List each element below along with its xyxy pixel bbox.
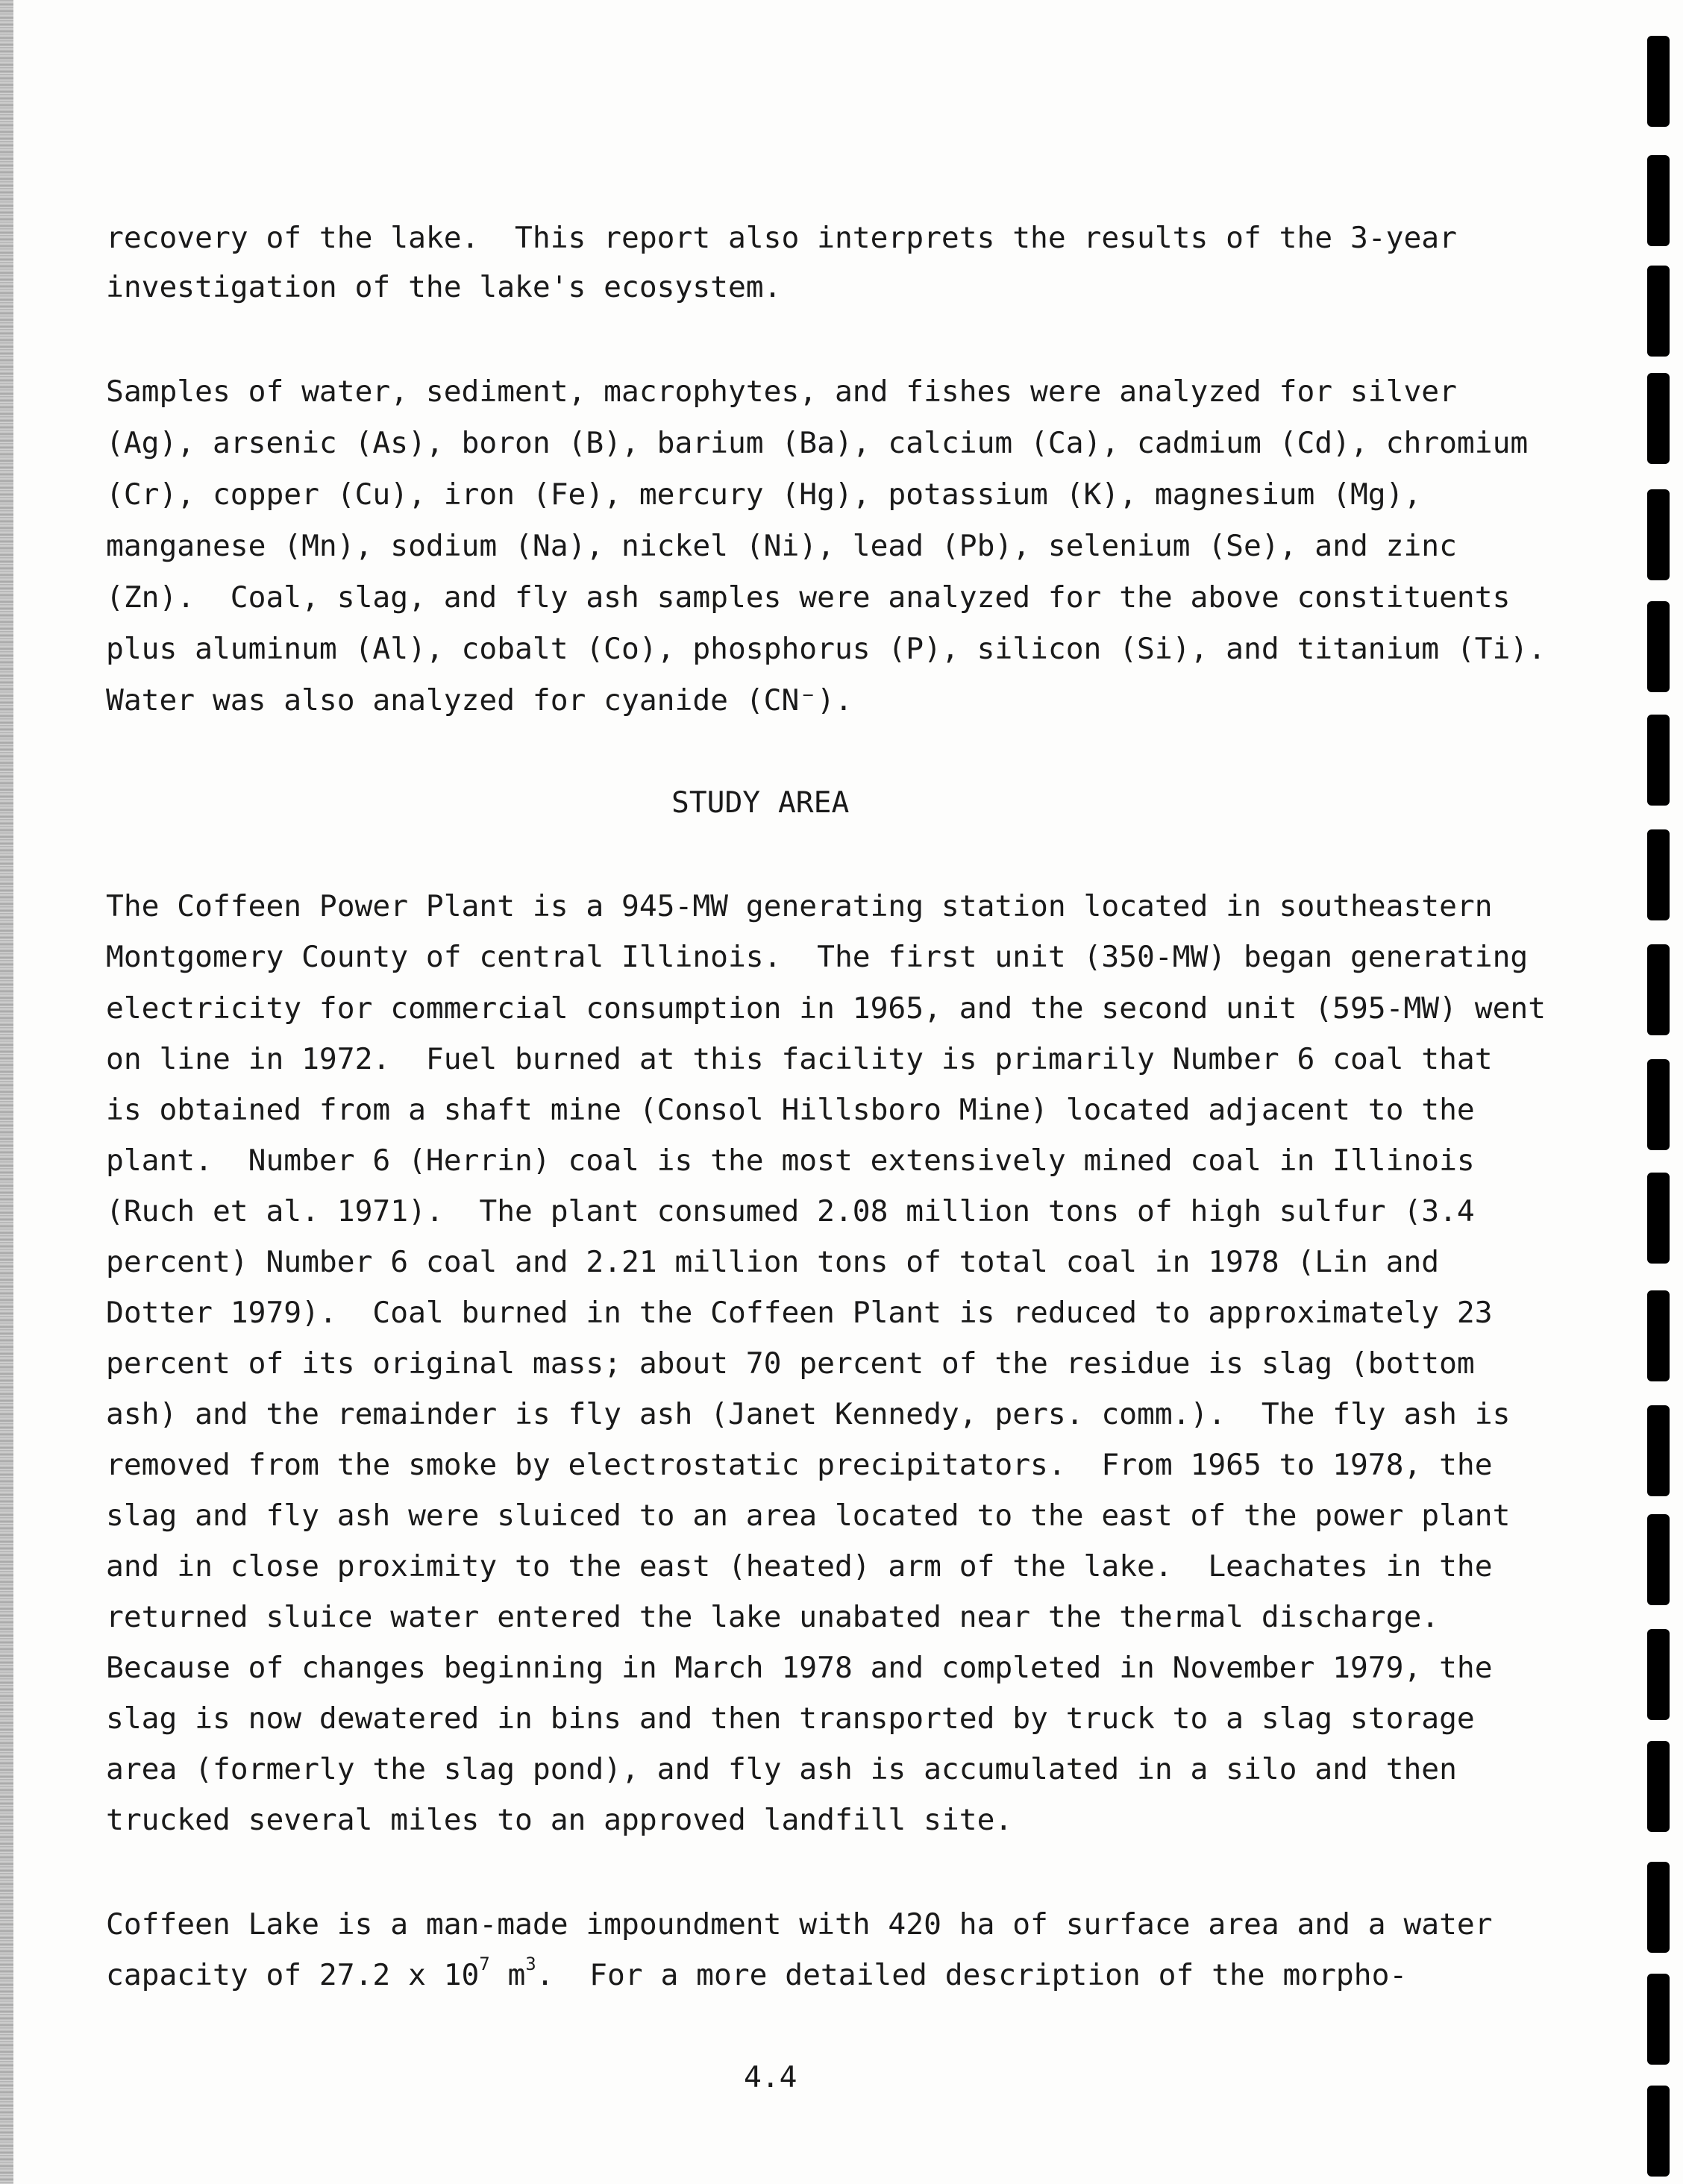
binding-mark <box>1647 1974 1670 2065</box>
binding-mark <box>1647 1173 1670 1264</box>
binding-mark <box>1647 1059 1670 1150</box>
text-line: (Ruch et al. 1971). The plant consumed 2.08 million tons of high sulfur (3.4 <box>106 1194 1475 1228</box>
binding-mark <box>1647 1290 1670 1381</box>
exponent: 3 <box>525 1953 536 1974</box>
text-line: Coffeen Lake is a man-made impoundment with 420 ha of surface area and a water <box>106 1907 1493 1942</box>
binding-mark <box>1647 1514 1670 1605</box>
section-heading: STUDY AREA <box>671 785 850 820</box>
binding-mark <box>1647 601 1670 692</box>
binding-mark <box>1647 155 1670 246</box>
text-line: (Zn). Coal, slag, and fly ash samples were analyzed for the above constituents <box>106 580 1511 615</box>
text-line-with-exponents <box>106 1953 1408 1992</box>
text-segment: m <box>489 1958 526 1992</box>
text-line: percent of its original mass; about 70 percent of the residue is slag (bottom <box>106 1346 1475 1381</box>
text-line: ash) and the remainder is fly ash (Janet Kennedy, pers. comm.). The fly ash is <box>106 1397 1511 1431</box>
text-line: manganese (Mn), sodium (Na), nickel (Ni), lead (Pb), selenium (Se), and zinc <box>106 529 1457 563</box>
binding-mark <box>1647 944 1670 1035</box>
text-line: is obtained from a shaft mine (Consol Hillsboro Mine) located adjacent to the <box>106 1093 1475 1127</box>
page-number: 4.4 <box>744 2060 797 2094</box>
text-line: removed from the smoke by electrostatic precipitators. From 1965 to 1978, the <box>106 1448 1493 1482</box>
text-line: area (formerly the slag pond), and fly ash is accumulated in a silo and then <box>106 1752 1457 1786</box>
binding-mark <box>1647 373 1670 464</box>
binding-mark <box>1647 1862 1670 1953</box>
binding-mark <box>1647 1629 1670 1720</box>
text-line: (Ag), arsenic (As), boron (B), barium (Ba), calcium (Ca), cadmium (Cd), chromium <box>106 426 1529 460</box>
text-line: on line in 1972. Fuel burned at this facility is primarily Number 6 coal that <box>106 1042 1493 1076</box>
text-line: electricity for commercial consumption in 1965, and the second unit (595-MW) went <box>106 991 1546 1026</box>
text-line: and in close proximity to the east (heated) arm of the lake. Leachates in the <box>106 1549 1493 1584</box>
text-line: Samples of water, sediment, macrophytes, and fishes were analyzed for silver <box>106 374 1457 409</box>
scan-left-edge <box>0 0 13 2184</box>
exponent: 7 <box>479 1953 490 1974</box>
text-segment: . For a more detailed description of the morpho- <box>536 1958 1408 1992</box>
text-line: returned sluice water entered the lake unabated near the thermal discharge. <box>106 1600 1440 1634</box>
text-line: investigation of the lake's ecosystem. <box>106 270 782 304</box>
text-line: Dotter 1979). Coal burned in the Coffeen Plant is reduced to approximately 23 <box>106 1296 1493 1330</box>
binding-mark <box>1647 829 1670 920</box>
text-line: trucked several miles to an approved landfill site. <box>106 1803 1013 1837</box>
text-line: Because of changes beginning in March 1978 and completed in November 1979, the <box>106 1651 1493 1685</box>
text-line: recovery of the lake. This report also interprets the results of the 3-year <box>106 221 1457 255</box>
binding-mark <box>1647 1741 1670 1832</box>
binding-mark <box>1647 36 1670 127</box>
binding-mark <box>1647 715 1670 806</box>
text-line: percent) Number 6 coal and 2.21 million tons of total coal in 1978 (Lin and <box>106 1245 1440 1279</box>
text-line: Water was also analyzed for cyanide (CN⁻). <box>106 683 853 718</box>
text-line: (Cr), copper (Cu), iron (Fe), mercury (Hg), potassium (K), magnesium (Mg), <box>106 477 1422 512</box>
binding-mark <box>1647 489 1670 580</box>
text-line: The Coffeen Power Plant is a 945-MW generating station located in southeastern <box>106 889 1493 923</box>
text-line: slag is now dewatered in bins and then transported by truck to a slag storage <box>106 1701 1475 1736</box>
text-line: plant. Number 6 (Herrin) coal is the most extensively mined coal in Illinois <box>106 1143 1475 1178</box>
text-segment: capacity of 27.2 x 10 <box>106 1958 480 1992</box>
binding-mark <box>1647 2086 1670 2177</box>
binding-mark <box>1647 1405 1670 1496</box>
binding-mark <box>1647 266 1670 357</box>
text-line: Montgomery County of central Illinois. The first unit (350-MW) began generating <box>106 940 1529 974</box>
text-line: plus aluminum (Al), cobalt (Co), phosphorus (P), silicon (Si), and titanium (Ti). <box>106 632 1546 666</box>
text-line: slag and fly ash were sluiced to an area located to the east of the power plant <box>106 1499 1511 1533</box>
